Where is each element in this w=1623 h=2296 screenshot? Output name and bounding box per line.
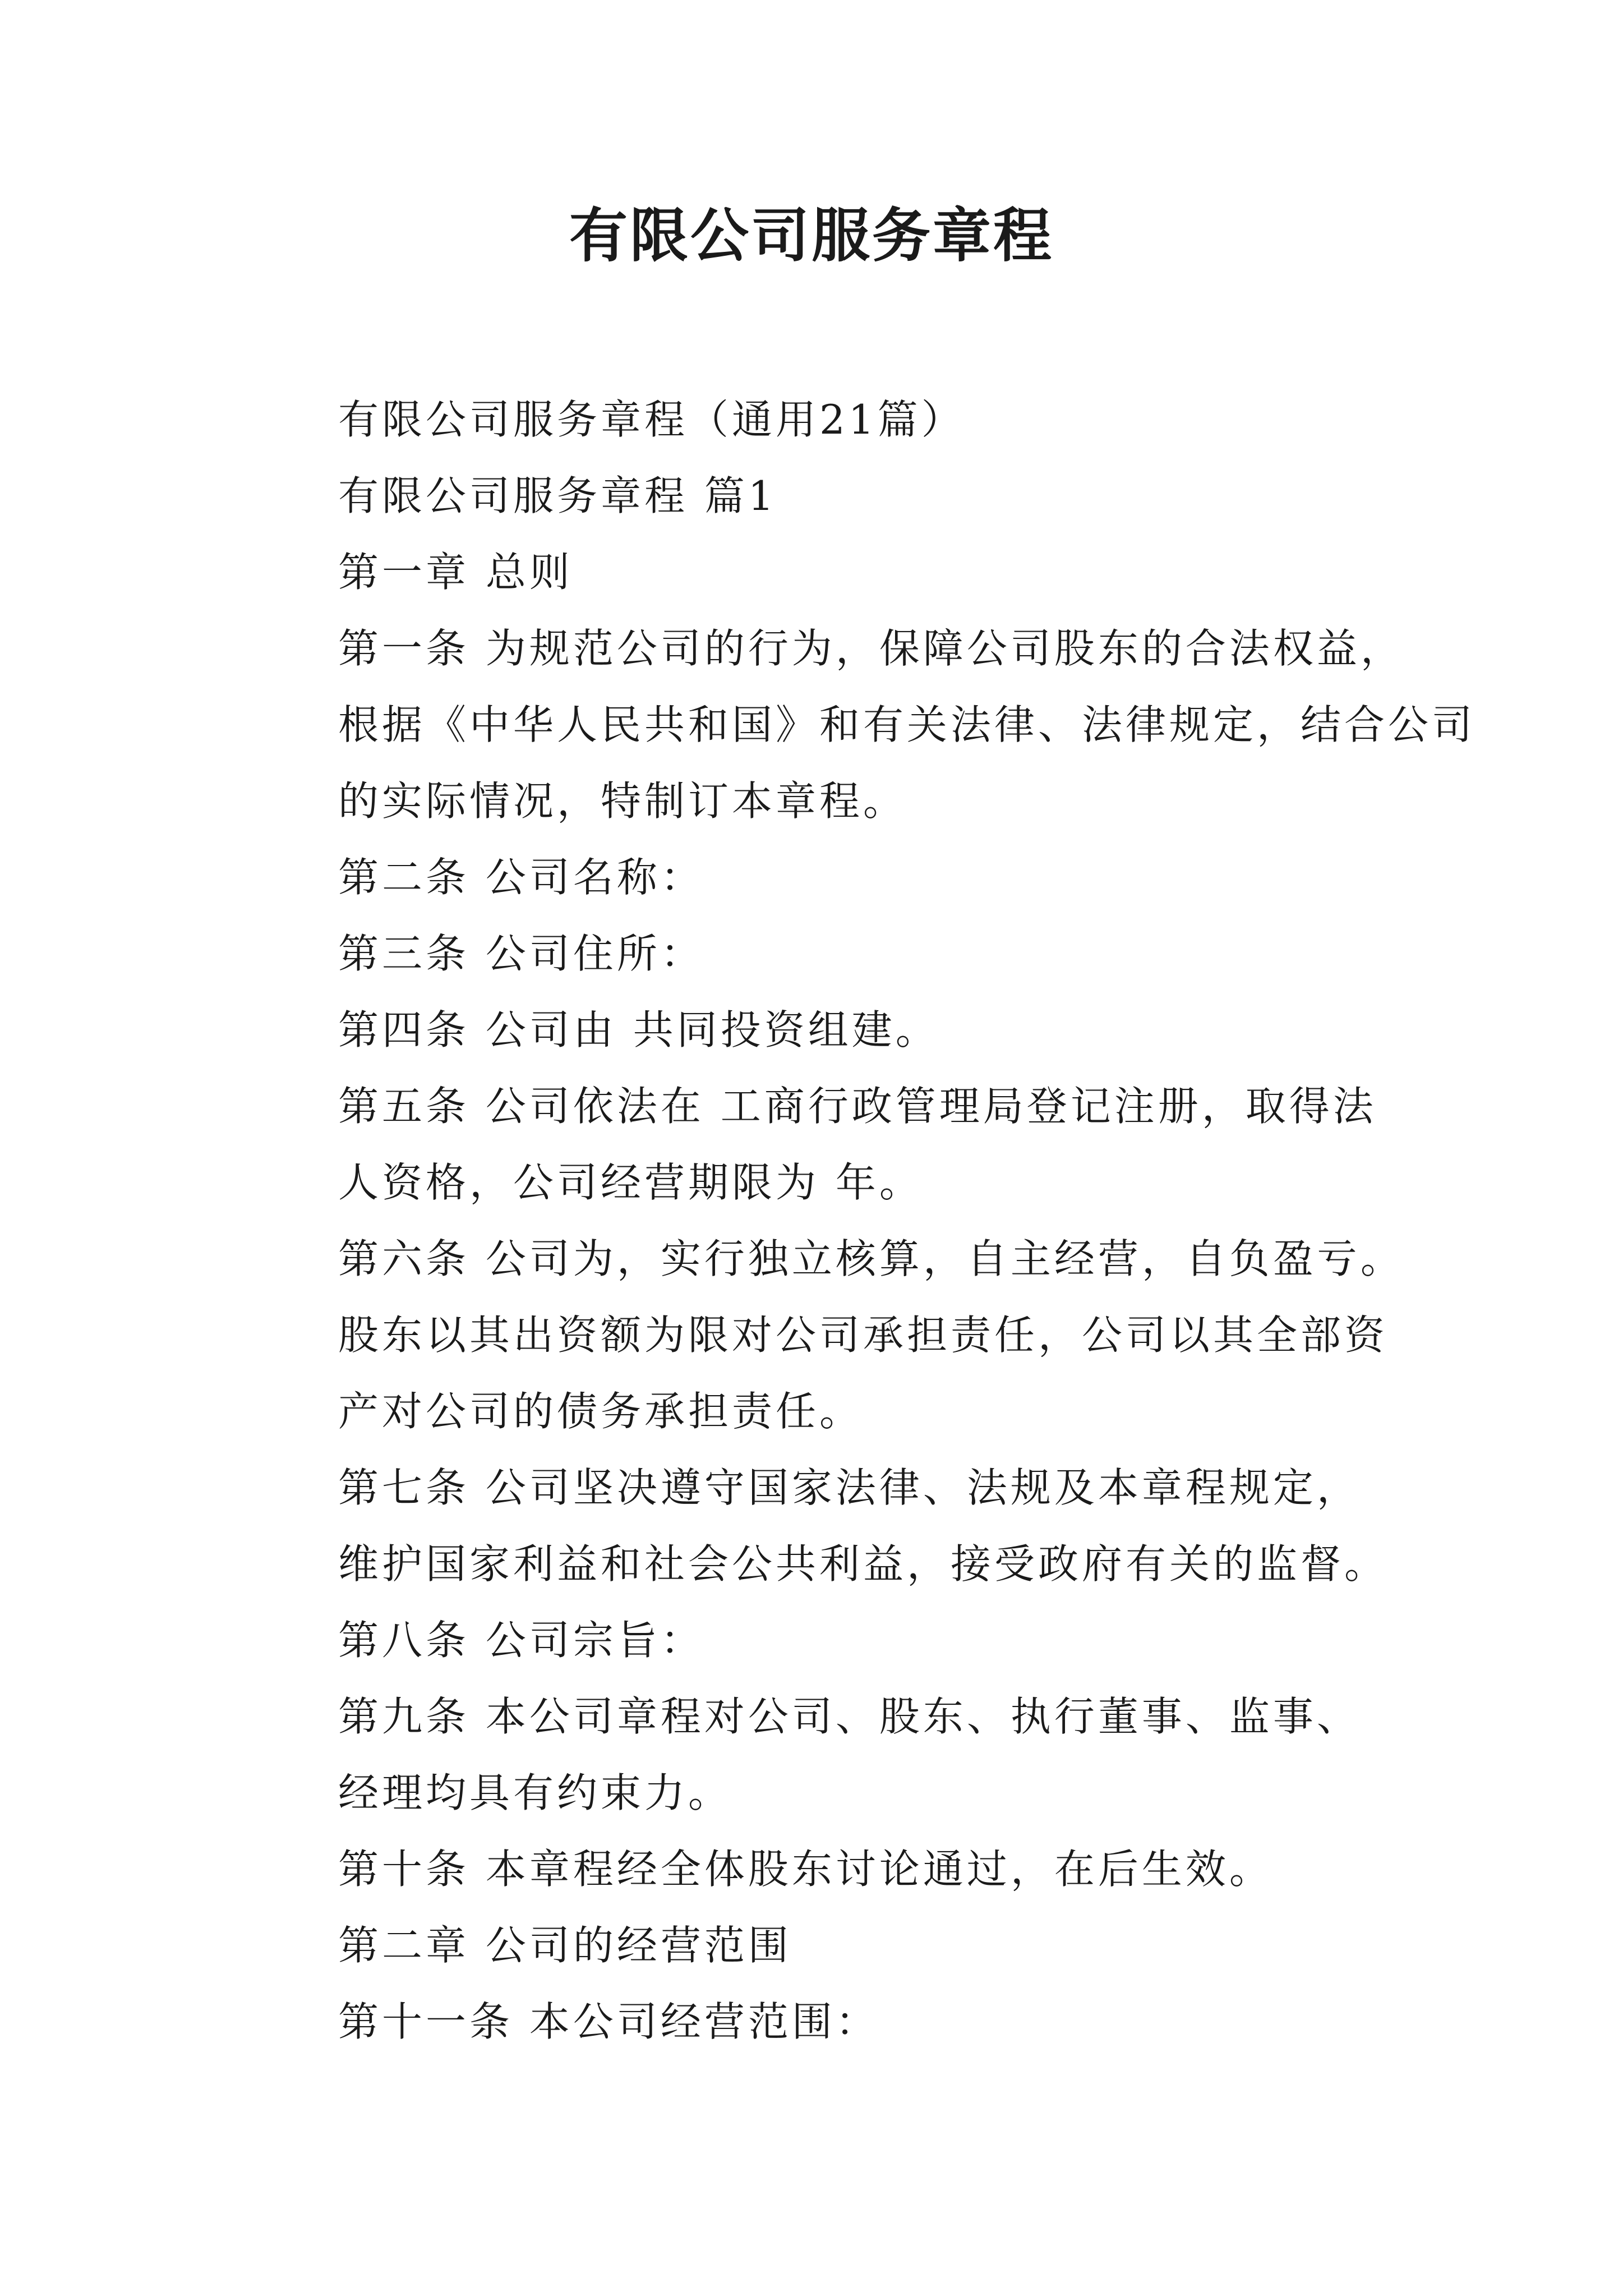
paragraph-chapter-2-heading (248, 1907, 1387, 1984)
paragraph-article-6 (248, 1221, 1404, 1297)
paragraph-line: 第八条 公司宗旨： (338, 1617, 704, 1664)
paragraph-article-10 (248, 1831, 1387, 1907)
paragraph-line: 第三条 公司住所： (338, 930, 704, 977)
document-title: 有限公司服务章程 (569, 201, 1054, 270)
paragraph-line: 第二条 公司名称： (338, 854, 704, 901)
paragraph-line: 第十条 本章程经全体股东讨论通过，在后生效。 (338, 1846, 1273, 1893)
paragraph-article-1 (248, 610, 1476, 839)
paragraph-line: 第一章 总则 (338, 549, 573, 596)
paragraph-article-5 (248, 1068, 1387, 1221)
paragraph-line: 人资格，公司经营期限为 年。 (338, 1159, 923, 1206)
paragraph-line: 维护国家利益和社会公共利益，接受政府有关的监督。 (338, 1540, 1389, 1588)
paragraph-shareholder-liability (248, 1297, 1387, 1450)
paragraph-line: 第六条 公司为，实行独立核算，自主经营，自负盈亏。 (338, 1235, 1404, 1282)
paragraph-line: 有限公司服务章程（通用21篇） (338, 396, 965, 443)
paragraph-line: 第十一条 本公司经营范围： (338, 1998, 879, 2045)
paragraph-article-9 (248, 1678, 1387, 1831)
paragraph-article-2 (248, 839, 1387, 915)
paragraph-article-11 (248, 1984, 1387, 2060)
document-body (248, 381, 1476, 2060)
paragraph-line: 根据《中华人民共和国》和有关法律、法律规定，结合公司 (338, 701, 1476, 748)
paragraph-line: 第一条 为规范公司的行为，保障公司股东的合法权益， (338, 625, 1404, 672)
paragraph-line: 的实际情况，特制订本章程。 (338, 777, 907, 825)
paragraph-line: 第四条 公司由 共同投资组建。 (338, 1006, 939, 1053)
paragraph-line: 第五条 公司依法在 工商行政管理局登记注册，取得法 (338, 1083, 1377, 1130)
paragraph-article-4 (248, 992, 1387, 1068)
paragraph-line: 第二章 公司的经营范围 (338, 1922, 792, 1969)
paragraph-line: 有限公司服务章程 篇1 (338, 472, 777, 519)
paragraph-chapter-1-heading (248, 534, 1387, 610)
paragraph-line: 股东以其出资额为限对公司承担责任，公司以其全部资 (338, 1312, 1389, 1359)
paragraph-article-8 (248, 1602, 1387, 1678)
paragraph-subtitle (248, 381, 1387, 458)
paragraph-line: 第七条 公司坚决遵守国家法律、法规及本章程规定， (338, 1464, 1361, 1511)
paragraph-article-7 (248, 1450, 1387, 1602)
paragraph-line: 经理均具有约束力。 (338, 1769, 732, 1816)
paragraph-line: 产对公司的债务承担责任。 (338, 1388, 864, 1435)
paragraph-article-3 (248, 915, 1387, 992)
paragraph-section-heading (248, 458, 1387, 534)
paragraph-line: 第九条 本公司章程对公司、股东、执行董事、监事、 (338, 1693, 1361, 1740)
